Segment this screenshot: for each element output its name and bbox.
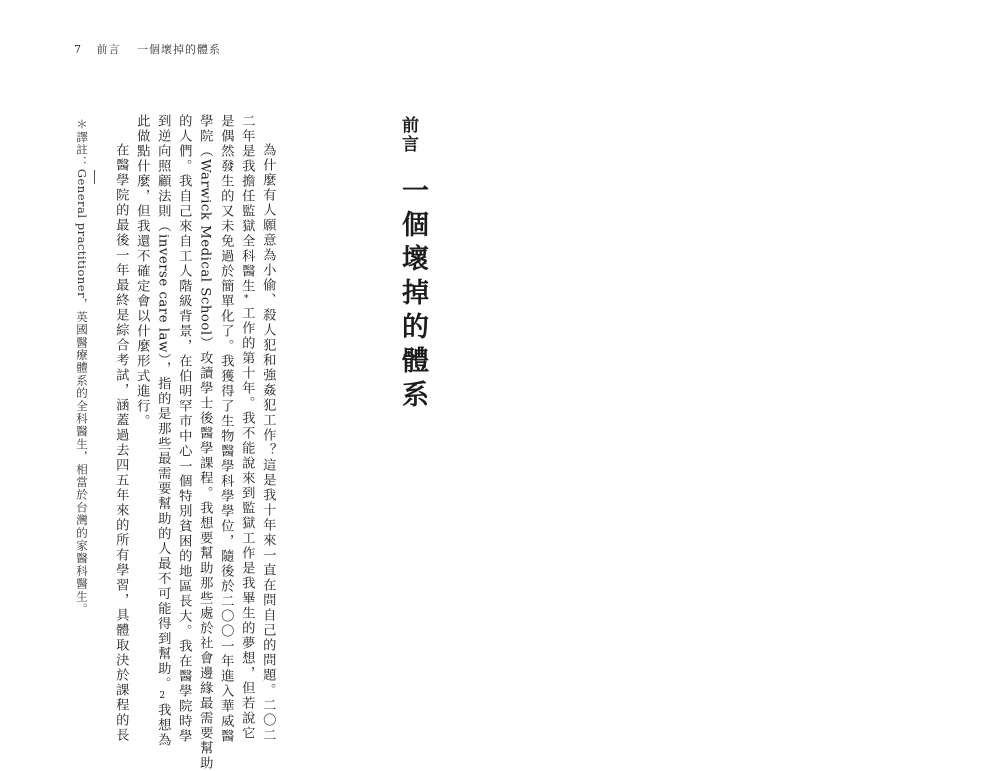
- chapter-label: 前言: [398, 116, 418, 154]
- footnote-mark: ＊: [75, 118, 89, 131]
- body-text: 二年是我擔任監獄全科醫生: [239, 114, 255, 294]
- body-text: 為什麼有人願意為小偷、殺人犯和強姦犯工作？這是我十年來一直在問自己的問題。二〇二: [260, 143, 276, 743]
- endnote-marker[interactable]: 2: [157, 691, 168, 703]
- body-text: 到逆向照顧法則（: [155, 114, 171, 234]
- page-number: 7: [74, 43, 82, 56]
- footnote-label: 譯註：: [75, 130, 89, 169]
- footnote: [74, 118, 90, 616]
- footnote-rule: [94, 170, 95, 184]
- running-head-title: 一個壞掉的體系: [137, 43, 221, 56]
- body-line-8: [114, 143, 127, 743]
- body-line-6: [156, 114, 169, 748]
- chapter-title: 一個壞掉的體系: [397, 176, 428, 414]
- body-text: ）攻讀學士後醫學課程。我想要幫助那些處於社會邊緣最需要幫助: [197, 335, 213, 771]
- body-text: 工作的第十年。我不能說來到監獄工作是我畢生的夢想，但若說它: [239, 305, 255, 741]
- body-line-4: [198, 114, 211, 771]
- body-text: 是偶然發生的又未免過於簡單化了。我獲得了生物醫學科學學位，隨後於二〇〇一年進入華威醫: [218, 114, 234, 744]
- body-text: ），指的是那些最需要幫助的人最不可能得到幫助。: [155, 352, 171, 692]
- body-line-3: [219, 114, 232, 744]
- body-latin-text: inverse care law: [155, 234, 171, 353]
- body-line-2: [240, 114, 253, 741]
- body-text: 的人們。我自己來自工人階級背景，在伯明罕市中心一個特別貧困的地區長大。我在醫學院時學: [176, 114, 192, 744]
- body-latin-text: Warwick Medical School: [197, 159, 213, 336]
- body-line-7: [135, 114, 148, 429]
- body-text: 在醫學院的最後一年最終是綜合考試，涵蓋過去四五年來的所有學習，具體取決於課程的長: [113, 143, 129, 743]
- body-line-1: [261, 143, 274, 743]
- footnote-latin-text: General practitioner: [75, 168, 89, 299]
- running-head: [74, 41, 221, 57]
- body-text: 我想為: [155, 702, 171, 748]
- footnote-marker[interactable]: *: [241, 294, 252, 306]
- body-text: 此做點什麼，但我還不確定會以什麼形式進行。: [134, 114, 150, 429]
- footnote-text: ，英國醫療體系的全科醫生，相當於台灣的家醫科醫生。: [75, 298, 89, 616]
- body-text: 學院（: [197, 114, 213, 159]
- body-line-5: [177, 114, 190, 744]
- running-head-section: 前言: [96, 43, 121, 56]
